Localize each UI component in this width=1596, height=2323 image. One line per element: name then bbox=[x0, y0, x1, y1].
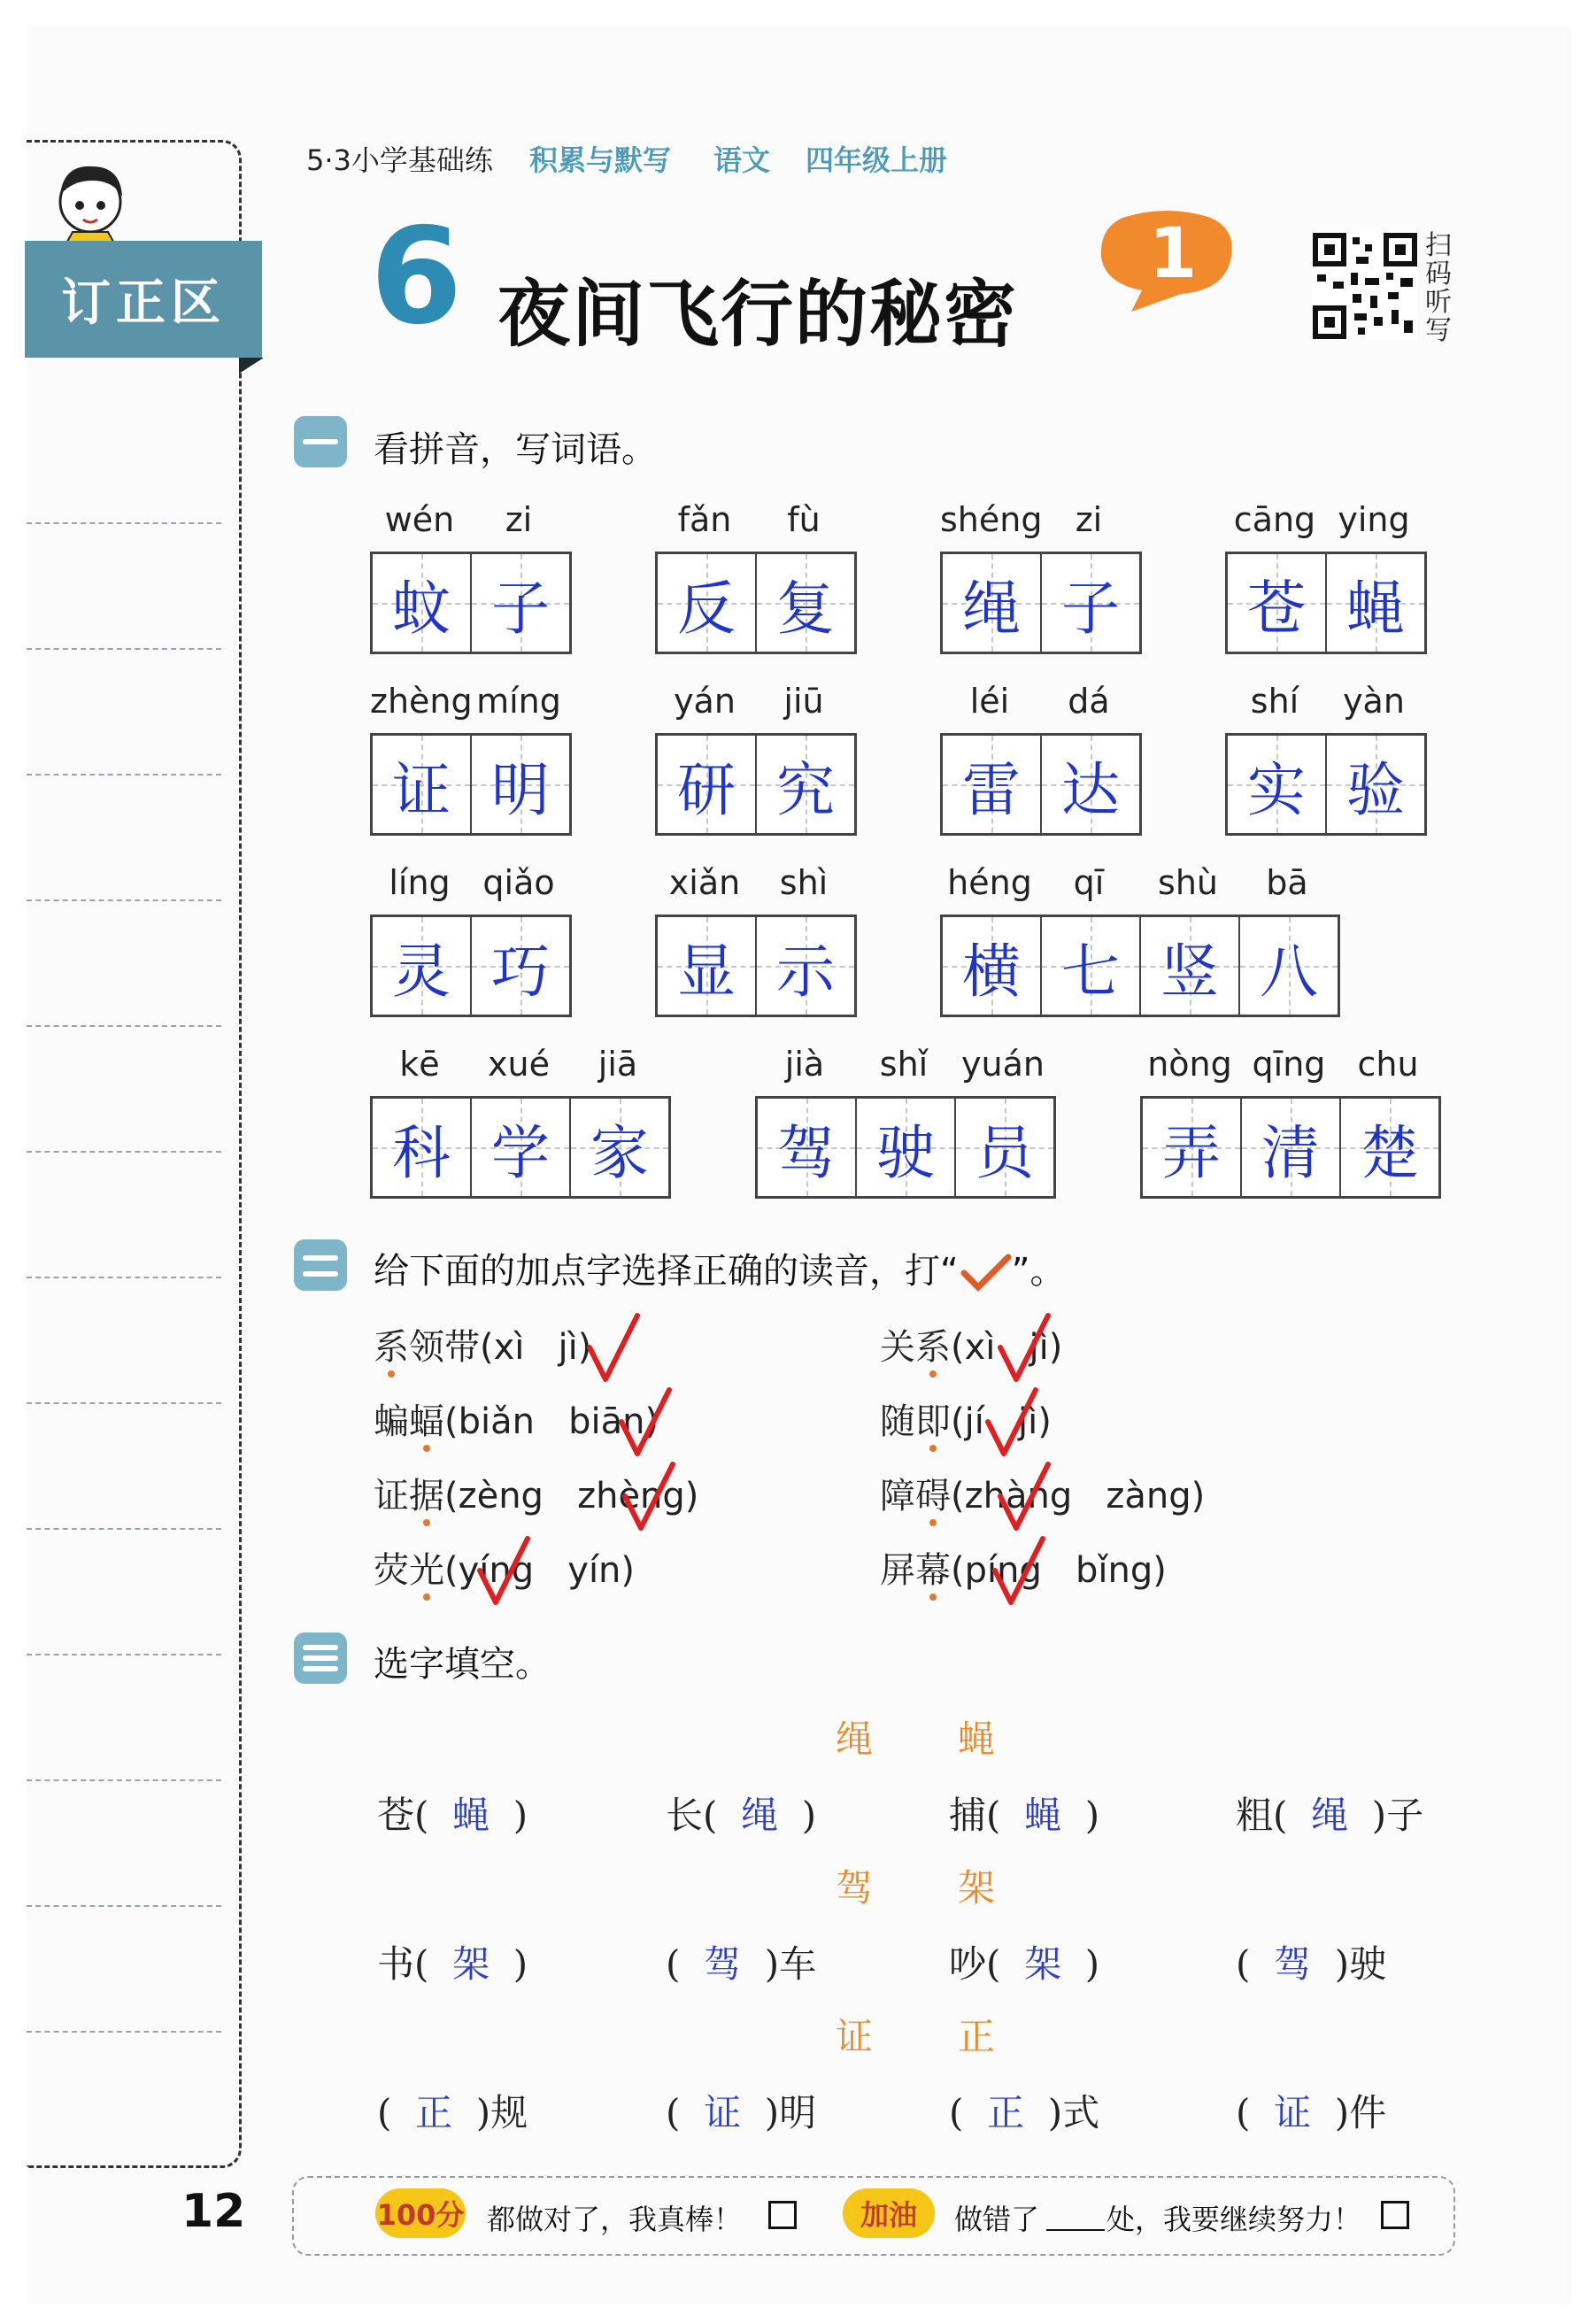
pinyin-syllable: kē bbox=[399, 1045, 440, 1084]
writing-grid[interactable] bbox=[940, 733, 1142, 836]
series-name: 5·3小学基础练 bbox=[306, 143, 493, 177]
handwritten-answer: 楚 bbox=[1361, 1118, 1419, 1187]
emphasis-dot bbox=[423, 1445, 430, 1452]
scan-to-listen-label bbox=[1425, 232, 1455, 345]
pinyin-syllable: ying bbox=[1338, 500, 1410, 539]
blank-prefix: ( bbox=[666, 2091, 705, 2134]
blank-prefix: 捕( bbox=[949, 1794, 1025, 1837]
pinyin-syllable: jià bbox=[784, 1045, 825, 1084]
writing-grid[interactable] bbox=[655, 733, 857, 836]
book-part-3: 四年级上册 bbox=[806, 143, 948, 177]
blank-prefix: ( bbox=[949, 2091, 988, 2134]
grid-cell bbox=[1143, 1099, 1242, 1196]
fill-blank-item[interactable] bbox=[1236, 1787, 1423, 1840]
handwritten-answer: 灵 bbox=[392, 937, 451, 1006]
scan-char: 扫 bbox=[1425, 230, 1452, 261]
pinyin-syllable: fǎn bbox=[677, 500, 732, 539]
emphasis-dot bbox=[929, 1370, 937, 1378]
reading-option[interactable]: 关系(xì jì) bbox=[880, 1319, 1062, 1370]
grid-cell bbox=[943, 736, 1042, 833]
handwritten-answer: 证 bbox=[1274, 2091, 1312, 2134]
handwritten-answer: 显 bbox=[677, 937, 736, 1006]
pinyin-syllable: yuán bbox=[961, 1045, 1045, 1084]
blank-prefix: 书( bbox=[377, 1942, 453, 1986]
pinyin-syllable: shì bbox=[779, 863, 829, 902]
pinyin-syllable: cāng bbox=[1233, 500, 1316, 539]
all-correct-checkbox[interactable] bbox=[768, 2201, 797, 2229]
handwritten-answer: 明 bbox=[491, 755, 550, 824]
red-check-icon bbox=[984, 1386, 1039, 1459]
section-2-title bbox=[374, 1243, 1065, 1293]
grid-cell bbox=[658, 917, 757, 1015]
handwritten-answer: 绳 bbox=[1311, 1794, 1349, 1837]
grid-cell bbox=[943, 917, 1042, 1015]
pinyin-syllable: nòng bbox=[1147, 1045, 1232, 1084]
red-check-icon bbox=[991, 1535, 1046, 1608]
grid-cell bbox=[943, 554, 1042, 652]
grid-cell bbox=[1242, 1099, 1341, 1196]
grid-cell bbox=[472, 917, 569, 1015]
handwritten-answer: 绳 bbox=[962, 574, 1021, 643]
pinyin-syllable: bā bbox=[1266, 863, 1308, 902]
lesson-number: 6 bbox=[370, 200, 463, 354]
blank-suffix: ) bbox=[1061, 1942, 1100, 1986]
handwritten-answer: 八 bbox=[1260, 937, 1318, 1006]
fill-blank-item[interactable] bbox=[949, 1935, 1099, 1988]
pinyin-syllable: jiā bbox=[598, 1045, 638, 1084]
blank-suffix: )规 bbox=[452, 2091, 528, 2134]
handwritten-answer: 架 bbox=[452, 1942, 490, 1986]
handwritten-answer: 巧 bbox=[491, 937, 550, 1006]
correction-area-label: 订正区 bbox=[25, 241, 262, 358]
fill-blank-item[interactable] bbox=[949, 2084, 1099, 2137]
grid-cell bbox=[1327, 554, 1424, 652]
grid-cell bbox=[373, 736, 472, 833]
pinyin-syllable: xiǎn bbox=[668, 863, 741, 902]
pinyin-syllable: yán bbox=[674, 682, 736, 721]
section-1-badge bbox=[294, 416, 347, 467]
grid-cell bbox=[1042, 736, 1139, 833]
red-check-icon bbox=[621, 1461, 676, 1533]
reading-option[interactable]: 证据(zèng zhèng) bbox=[374, 1468, 698, 1518]
blank-suffix: )件 bbox=[1311, 2091, 1387, 2134]
cheer-badge: 加油 bbox=[843, 2188, 935, 2238]
pinyin-syllable: léi bbox=[969, 682, 1010, 721]
emphasis-dot bbox=[423, 1519, 430, 1526]
handwritten-answer: 家 bbox=[590, 1118, 649, 1187]
grid-cell bbox=[757, 554, 854, 652]
handwritten-answer: 究 bbox=[776, 755, 835, 824]
blank-prefix: ( bbox=[1236, 1942, 1275, 1986]
fill-blank-item[interactable] bbox=[377, 2084, 528, 2137]
wrong-text-before: 做错了 bbox=[954, 2203, 1040, 2236]
grid-cell bbox=[857, 1099, 956, 1196]
grid-cell bbox=[472, 1099, 571, 1196]
fill-blank-item[interactable] bbox=[666, 2084, 816, 2137]
handwritten-answer: 驾 bbox=[1274, 1942, 1312, 1986]
blank-prefix: 吵( bbox=[949, 1942, 1025, 1986]
section-3-badge bbox=[294, 1632, 347, 1684]
writing-grid[interactable] bbox=[1140, 1096, 1441, 1199]
handwritten-answer: 竖 bbox=[1160, 937, 1219, 1006]
handwritten-answer: 雷 bbox=[962, 755, 1021, 824]
section-2-title-end: ”。 bbox=[1011, 1251, 1066, 1292]
reading-option[interactable]: 蝙蝠(biǎn biān) bbox=[374, 1393, 659, 1444]
grid-cell bbox=[472, 554, 569, 652]
pinyin-syllable: qiǎo bbox=[482, 863, 555, 902]
handwritten-answer: 驾 bbox=[704, 1942, 742, 1986]
wrong-count-blank[interactable] bbox=[1046, 2229, 1105, 2231]
red-check-icon bbox=[997, 1312, 1052, 1385]
handwritten-answer: 弄 bbox=[1162, 1118, 1221, 1187]
handwritten-answer: 驶 bbox=[876, 1118, 935, 1187]
blank-prefix: 长( bbox=[666, 1794, 742, 1837]
emphasis-dot bbox=[423, 1594, 430, 1601]
qr-code-icon[interactable] bbox=[1312, 232, 1418, 340]
correction-lines bbox=[27, 398, 221, 2080]
fill-blank-item[interactable] bbox=[1236, 2084, 1386, 2137]
grid-cell bbox=[1327, 736, 1424, 833]
handwritten-answer: 横 bbox=[962, 937, 1021, 1006]
handwritten-answer: 科 bbox=[392, 1118, 451, 1187]
reading-option[interactable]: 随即(jí jì) bbox=[880, 1393, 1052, 1444]
pinyin-syllable: zhèng bbox=[370, 682, 473, 721]
blank-prefix: ( bbox=[1236, 2091, 1275, 2134]
pinyin-syllable: fù bbox=[787, 500, 821, 539]
wrong-text-after: 处，我要继续努力！ bbox=[1106, 2203, 1362, 2236]
handwritten-answer: 研 bbox=[677, 755, 736, 824]
writing-grid[interactable] bbox=[370, 552, 572, 654]
reading-option[interactable]: 荧光(yíng yín) bbox=[374, 1542, 635, 1593]
choice-character: 正 bbox=[958, 2015, 996, 2058]
choice-character: 证 bbox=[836, 2015, 874, 2058]
red-check-icon bbox=[618, 1386, 673, 1459]
section-3-title: 选字填空。 bbox=[374, 1644, 551, 1685]
book-part-1: 积累与默写 bbox=[529, 143, 672, 177]
blank-suffix: ) bbox=[778, 1794, 817, 1837]
section-1-title: 看拼音，写词语。 bbox=[374, 429, 657, 470]
handwritten-answer: 正 bbox=[987, 2091, 1025, 2134]
handwritten-answer: 正 bbox=[415, 2091, 453, 2134]
pinyin-syllable: líng bbox=[389, 863, 451, 902]
red-check-icon bbox=[586, 1312, 641, 1385]
blank-suffix: ) bbox=[1061, 1794, 1100, 1837]
checkmark-icon bbox=[959, 1254, 1012, 1293]
scan-char: 码 bbox=[1425, 259, 1452, 289]
blank-suffix: )明 bbox=[741, 2091, 817, 2134]
page-number: 12 bbox=[181, 2185, 246, 2238]
pinyin-syllable: shǐ bbox=[879, 1045, 929, 1084]
reading-option[interactable]: 障碍(zhàng zàng) bbox=[880, 1468, 1205, 1518]
handwritten-answer: 苍 bbox=[1247, 574, 1306, 643]
handwritten-answer: 架 bbox=[1024, 1942, 1062, 1986]
handwritten-answer: 清 bbox=[1261, 1118, 1320, 1187]
blank-prefix: ( bbox=[377, 2091, 416, 2134]
handwritten-answer: 员 bbox=[975, 1118, 1034, 1187]
pinyin-syllable: dá bbox=[1068, 682, 1110, 721]
wrong-checkbox[interactable] bbox=[1381, 2201, 1409, 2229]
grid-cell bbox=[1042, 554, 1139, 652]
blank-prefix: 粗( bbox=[1236, 1794, 1312, 1837]
grid-cell bbox=[1228, 736, 1327, 833]
handwritten-answer: 蚊 bbox=[392, 574, 451, 643]
pinyin-syllable: qīng bbox=[1252, 1045, 1326, 1084]
red-check-icon bbox=[476, 1535, 531, 1608]
reading-option[interactable]: 屏幕(píng bǐng) bbox=[880, 1542, 1167, 1593]
blank-suffix: ) bbox=[490, 1794, 528, 1837]
grid-cell bbox=[571, 1099, 668, 1196]
scan-char: 写 bbox=[1425, 315, 1452, 346]
pinyin-syllable: yàn bbox=[1343, 682, 1405, 721]
writing-grid[interactable] bbox=[655, 552, 857, 654]
grid-cell bbox=[658, 554, 757, 652]
grid-cell bbox=[1228, 554, 1327, 652]
blank-suffix: )子 bbox=[1348, 1794, 1424, 1837]
score-100-badge: 100分 bbox=[375, 2188, 466, 2238]
handwritten-answer: 蝇 bbox=[452, 1794, 490, 1837]
red-check-icon bbox=[997, 1461, 1052, 1533]
fill-blank-item[interactable] bbox=[666, 1935, 816, 1988]
pinyin-syllable: zi bbox=[505, 500, 533, 539]
session-number: 1 bbox=[1148, 214, 1198, 294]
blank-suffix: )式 bbox=[1024, 2091, 1100, 2134]
grid-cell bbox=[658, 736, 757, 833]
section-2-badge bbox=[294, 1239, 347, 1291]
pinyin-syllable: xué bbox=[488, 1045, 550, 1084]
emphasis-dot bbox=[929, 1519, 937, 1526]
handwritten-answer: 驾 bbox=[777, 1118, 836, 1187]
choice-character: 绳 bbox=[836, 1717, 874, 1761]
reading-option[interactable]: 系领带(xì jì) bbox=[374, 1319, 591, 1370]
pinyin-syllable: míng bbox=[476, 682, 561, 721]
handwritten-answer: 七 bbox=[1061, 937, 1120, 1006]
pinyin-syllable: shù bbox=[1158, 863, 1218, 902]
fill-blank-item[interactable] bbox=[949, 1787, 1099, 1840]
blank-suffix: )驶 bbox=[1311, 1942, 1387, 1986]
emphasis-dot bbox=[929, 1594, 937, 1601]
handwritten-answer: 子 bbox=[1061, 574, 1120, 643]
grid-cell bbox=[758, 1099, 857, 1196]
handwritten-answer: 子 bbox=[491, 574, 550, 643]
writing-grid[interactable] bbox=[755, 1096, 1056, 1199]
writing-grid[interactable] bbox=[940, 915, 1340, 1017]
choice-character: 架 bbox=[958, 1866, 996, 1910]
grid-cell bbox=[1141, 917, 1240, 1015]
pinyin-syllable: chu bbox=[1357, 1045, 1419, 1084]
grid-cell bbox=[757, 917, 854, 1015]
fill-blank-item[interactable] bbox=[666, 1787, 816, 1840]
handwritten-answer: 复 bbox=[776, 574, 835, 643]
pinyin-syllable: wén bbox=[384, 500, 455, 539]
handwritten-answer: 实 bbox=[1247, 755, 1306, 824]
book-part-2: 语文 bbox=[713, 143, 771, 177]
fill-blank-item[interactable] bbox=[1236, 1935, 1386, 1988]
handwritten-answer: 学 bbox=[491, 1118, 550, 1187]
grid-cell bbox=[472, 736, 569, 833]
blank-suffix: ) bbox=[490, 1942, 528, 1986]
handwritten-answer: 绳 bbox=[741, 1794, 779, 1837]
fill-blank-item[interactable] bbox=[377, 1935, 528, 1988]
blank-prefix: 苍( bbox=[377, 1794, 453, 1837]
all-correct-text: 都做对了，我真棒！ bbox=[487, 2203, 743, 2236]
grid-cell bbox=[1042, 917, 1141, 1015]
pinyin-syllable: héng bbox=[947, 863, 1032, 902]
grid-cell bbox=[373, 1099, 472, 1196]
handwritten-answer: 证 bbox=[392, 755, 451, 824]
grid-cell bbox=[373, 554, 472, 652]
pinyin-syllable: shéng bbox=[940, 500, 1043, 539]
handwritten-answer: 验 bbox=[1346, 755, 1405, 824]
section-2-title-text: 给下面的加点字选择正确的读音，打“ bbox=[374, 1251, 959, 1292]
blank-suffix: )车 bbox=[741, 1942, 817, 1986]
writing-grid[interactable] bbox=[370, 915, 572, 1017]
handwritten-answer: 蝇 bbox=[1346, 574, 1405, 643]
grid-cell bbox=[373, 917, 472, 1015]
handwritten-answer: 示 bbox=[776, 937, 835, 1006]
handwritten-answer: 反 bbox=[677, 574, 736, 643]
grid-cell bbox=[1341, 1099, 1438, 1196]
scan-char: 听 bbox=[1425, 287, 1452, 318]
fill-blank-item[interactable] bbox=[377, 1787, 528, 1840]
writing-grid[interactable] bbox=[1225, 552, 1427, 654]
pinyin-syllable: jiū bbox=[783, 682, 824, 721]
writing-grid[interactable] bbox=[1225, 733, 1427, 836]
pinyin-syllable: zi bbox=[1075, 500, 1103, 539]
grid-cell bbox=[956, 1099, 1053, 1196]
handwritten-answer: 证 bbox=[704, 2091, 742, 2134]
writing-grid[interactable] bbox=[655, 915, 857, 1017]
pinyin-syllable: shí bbox=[1250, 682, 1299, 721]
choice-character: 蝇 bbox=[958, 1717, 996, 1761]
emphasis-dot bbox=[388, 1370, 395, 1378]
blank-prefix: ( bbox=[666, 1942, 705, 1986]
writing-grid[interactable] bbox=[940, 552, 1142, 654]
writing-grid[interactable] bbox=[370, 733, 572, 836]
emphasis-dot bbox=[929, 1445, 937, 1452]
writing-grid[interactable] bbox=[370, 1096, 671, 1199]
choice-character: 驾 bbox=[836, 1866, 874, 1910]
pinyin-syllable: qī bbox=[1073, 863, 1105, 902]
mascot-boy-icon bbox=[37, 150, 143, 248]
lesson-title: 夜间飞行的秘密 bbox=[497, 273, 1019, 357]
handwritten-answer: 达 bbox=[1061, 755, 1120, 824]
grid-cell bbox=[757, 736, 854, 833]
grid-cell bbox=[1240, 917, 1338, 1015]
handwritten-answer: 蝇 bbox=[1024, 1794, 1062, 1837]
